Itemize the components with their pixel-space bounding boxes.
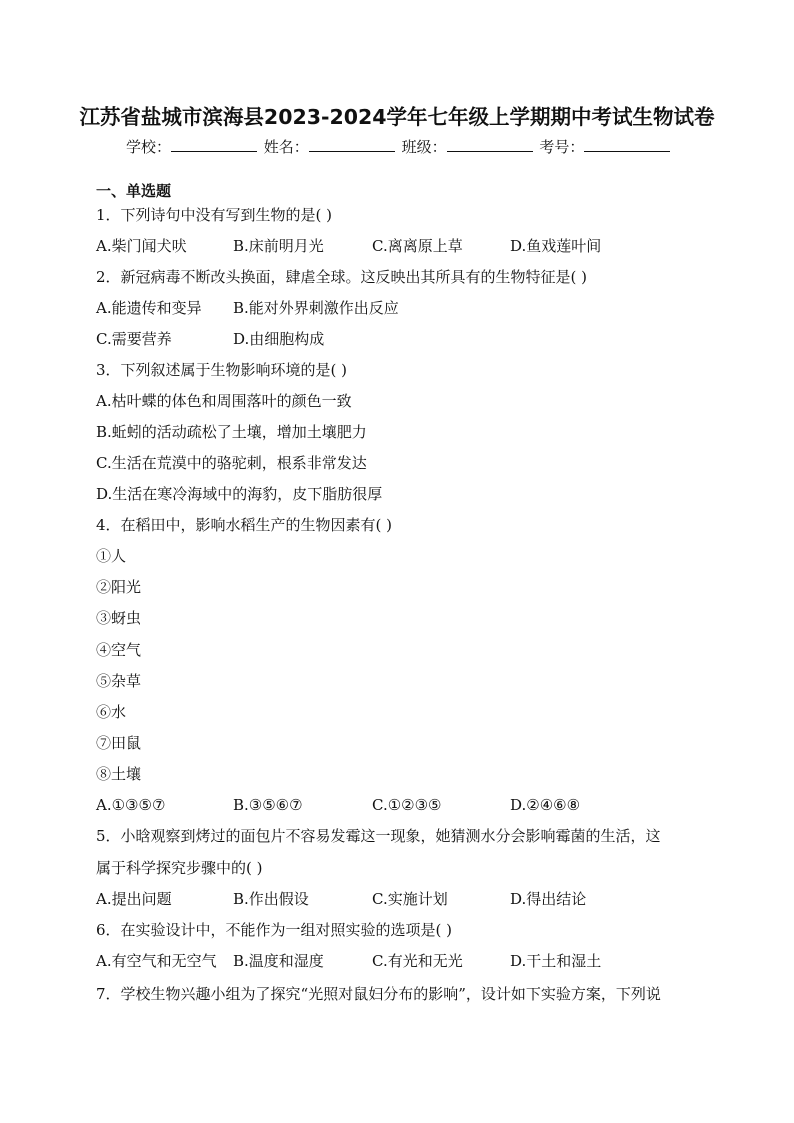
question-4-item: ⑥水 <box>96 703 127 721</box>
question-6-option-b: B.温度和湿度 <box>233 952 324 970</box>
question-4-item: ④空气 <box>96 641 142 659</box>
class-label: 班级： <box>401 138 447 156</box>
question-4-item: ⑧土壤 <box>96 765 142 783</box>
question-2-option-b: B.能对外界刺激作出反应 <box>233 299 399 317</box>
question-1-stem: 1．下列诗句中没有写到生物的是( ) <box>96 206 333 224</box>
question-6-option-d: D.干土和湿土 <box>510 952 602 970</box>
question-7-stem: 7．学校生物兴趣小组为了探究“光照对鼠妇分布的影响”，设计如下实验方案，下列说 <box>96 985 661 1003</box>
question-6-stem: 6．在实验设计中，不能作为一组对照实验的选项是( ) <box>96 921 453 939</box>
question-2-option-d: D.由细胞构成 <box>233 330 325 348</box>
number-label: 考号： <box>539 138 585 156</box>
question-5-stem-line-2: 属于科学探究步骤中的( ) <box>96 859 263 877</box>
question-1-option-b: B.床前明月光 <box>233 237 324 255</box>
question-4-item: ③蚜虫 <box>96 609 142 627</box>
question-4-option-a: A.①③⑤⑦ <box>96 796 166 814</box>
number-blank[interactable] <box>584 137 670 152</box>
question-6-option-c: C.有光和无光 <box>372 952 463 970</box>
question-4-stem: 4．在稻田中，影响水稻生产的生物因素有( ) <box>96 516 393 534</box>
question-4-option-b: B.③⑤⑥⑦ <box>233 796 303 814</box>
question-3-option-a: A.枯叶蝶的体色和周围落叶的颜色一致 <box>96 392 352 410</box>
exam-title: 江苏省盐城市滨海县2023-2024学年七年级上学期期中考试生物试卷 <box>79 105 715 129</box>
question-5-option-b: B.作出假设 <box>233 890 309 908</box>
question-2-option-c: C.需要营养 <box>96 330 172 348</box>
question-5-option-c: C.实施计划 <box>372 890 448 908</box>
name-blank[interactable] <box>309 137 395 152</box>
question-1-option-d: D.鱼戏莲叶间 <box>510 237 602 255</box>
question-4-option-d: D.②④⑥⑧ <box>510 796 581 814</box>
question-5-option-d: D.得出结论 <box>510 890 587 908</box>
question-4-item: ⑦田鼠 <box>96 734 142 752</box>
question-4-option-c: C.①②③⑤ <box>372 796 442 814</box>
student-info-row <box>126 136 672 157</box>
question-3-stem: 3．下列叙述属于生物影响环境的是( ) <box>96 361 348 379</box>
question-1-option-c: C.离离原上草 <box>372 237 463 255</box>
name-label: 姓名： <box>263 138 309 156</box>
question-4-item: ②阳光 <box>96 578 142 596</box>
class-blank[interactable] <box>447 137 533 152</box>
school-label: 学校： <box>126 138 172 156</box>
question-1-option-a: A.柴门闻犬吠 <box>96 237 187 255</box>
question-6-option-a: A.有空气和无空气 <box>96 952 217 970</box>
question-3-option-b: B.蚯蚓的活动疏松了土壤，增加土壤肥力 <box>96 423 367 441</box>
question-3-option-c: C.生活在荒漠中的骆驼刺，根系非常发达 <box>96 454 367 472</box>
question-4-item: ⑤杂草 <box>96 672 142 690</box>
question-5-option-a: A.提出问题 <box>96 890 172 908</box>
question-3-option-d: D.生活在寒冷海域中的海豹，皮下脂肪很厚 <box>96 485 383 503</box>
question-5-stem-line-1: 5．小晗观察到烤过的面包片不容易发霉这一现象，她猜测水分会影响霉菌的生活，这 <box>96 827 661 845</box>
section-heading: 一、单选题 <box>96 182 172 200</box>
question-2-option-a: A.能遗传和变异 <box>96 299 202 317</box>
school-blank[interactable] <box>171 137 257 152</box>
question-2-stem: 2．新冠病毒不断改头换面，肆虐全球。这反映出其所具有的生物特征是( ) <box>96 268 588 286</box>
question-4-item: ①人 <box>96 547 127 565</box>
